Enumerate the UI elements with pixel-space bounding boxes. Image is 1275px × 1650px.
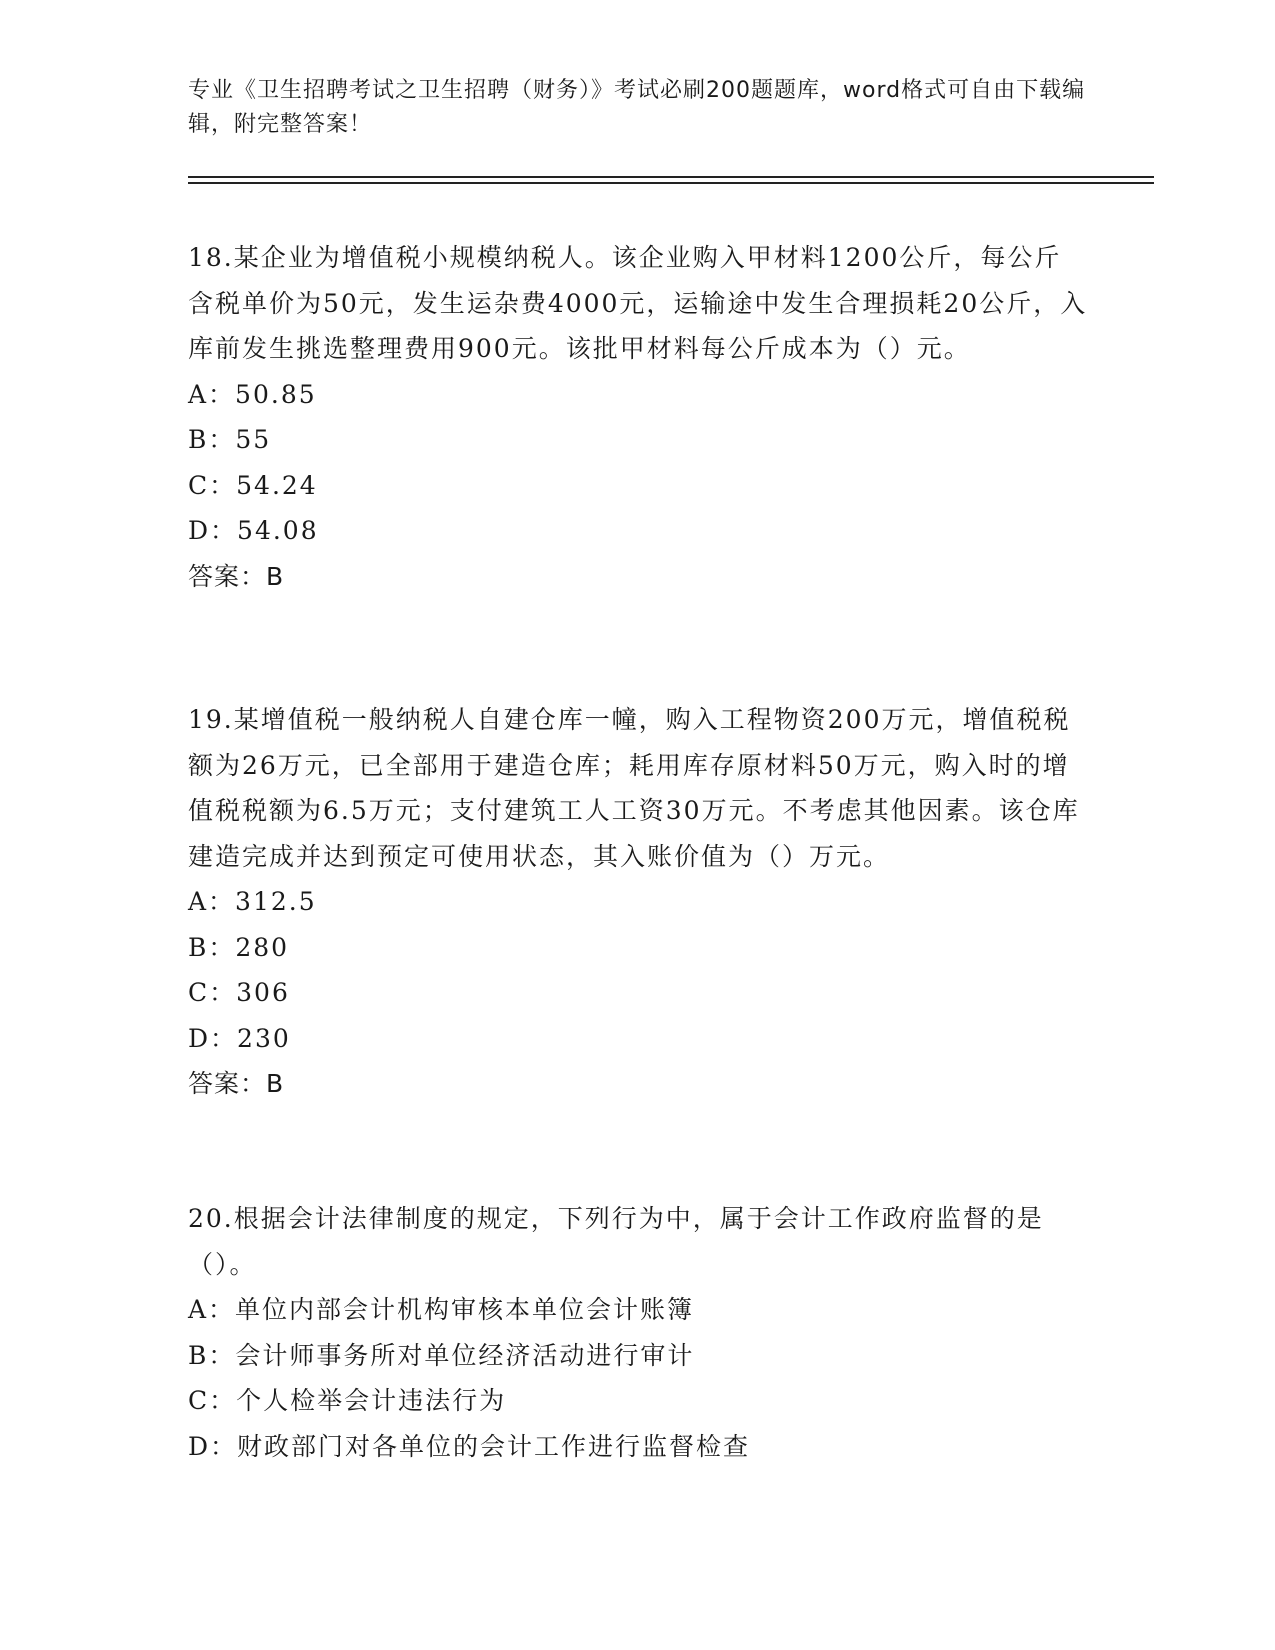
document-header: 专业《卫生招聘考试之卫生招聘（财务）》考试必刷200题题库，word格式可自由下载编辑，附完整答案！	[188, 78, 1086, 137]
header-divider-bottom	[188, 182, 1154, 184]
option-d: D：财政部门对各单位的会计工作进行监督检查	[188, 1431, 751, 1461]
question-18	[188, 235, 1088, 599]
option-d: D：54.08	[188, 516, 319, 545]
option-c: C：54.24	[188, 470, 318, 500]
option-b: B：会计师事务所对单位经济活动进行审计	[188, 1340, 695, 1370]
question-stem: 20.根据会计法律制度的规定，下列行为中，属于会计工作政府监督的是（）。	[188, 1204, 1044, 1279]
option-a: A：50.85	[188, 379, 317, 409]
question-stem: 19.某增值税一般纳税人自建仓库一幢，购入工程物资200万元，增值税税额为26万元，已全部用于建造仓库；耗用库存原材料50万元，购入时的增值税税额为6.5万元；支付建筑工人工资30万元。不考虑其他因素。该仓库建造完成并达到预定可使用状态，其入账价值为（）万元。	[188, 705, 1080, 871]
answer: 答案：B	[188, 561, 285, 591]
option-b: B：55	[188, 425, 272, 454]
question-20	[188, 1196, 1088, 1469]
question-stem: 18.某企业为增值税小规模纳税人。该企业购入甲材料1200公斤，每公斤含税单价为50元，发生运杂费4000元，运输途中发生合理损耗20公斤，入库前发生挑选整理费用900元。该批甲材料每公斤成本为（）元。	[188, 243, 1088, 363]
answer: 答案：B	[188, 1069, 285, 1098]
option-a: A：312.5	[188, 887, 317, 916]
option-a: A：单位内部会计机构审核本单位会计账簿	[188, 1295, 695, 1324]
option-c: C：306	[188, 978, 290, 1007]
option-d: D：230	[188, 1023, 291, 1053]
option-c: C：个人检举会计违法行为	[188, 1386, 507, 1415]
question-19	[188, 697, 1088, 1107]
option-b: B：280	[188, 932, 290, 962]
header-divider-top	[188, 176, 1154, 178]
